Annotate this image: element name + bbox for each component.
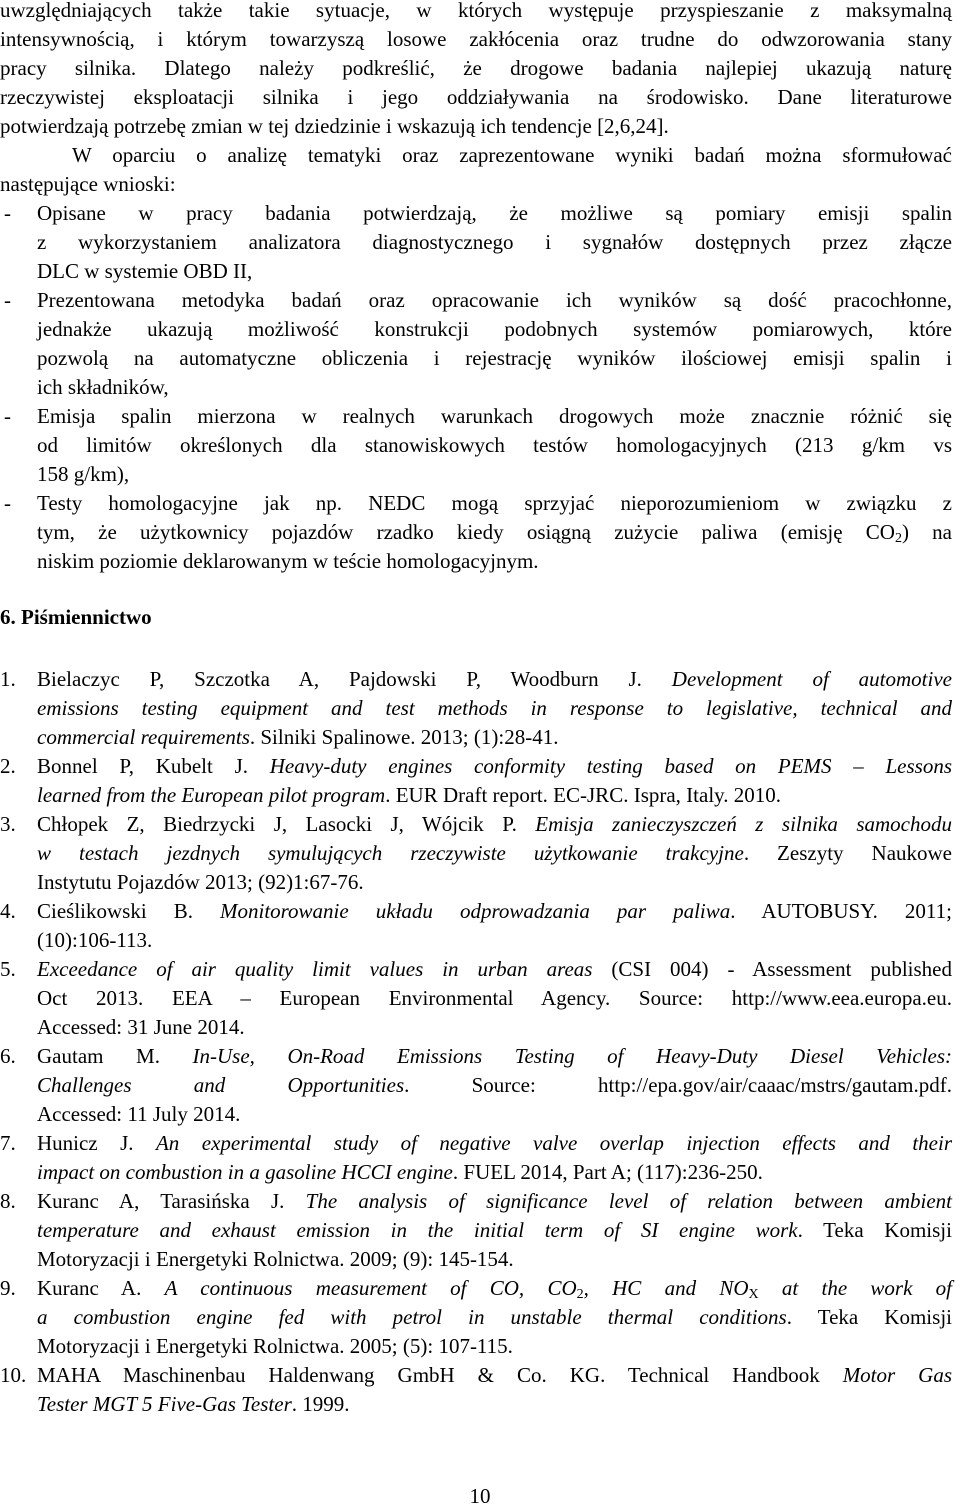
text-line [37, 1274, 952, 1303]
text-line [37, 1071, 952, 1100]
text-run: ) na [901, 520, 952, 544]
title-italic: commercial requirements [37, 725, 250, 749]
text-line [37, 1361, 952, 1390]
reference-number: 1. [0, 667, 16, 691]
text-line: Emisja spalin mierzona w realnych warunkach drogowych może znacznie różnić się [37, 404, 952, 428]
title-italic: Tester MGT 5 Five-Gas Tester [37, 1392, 292, 1416]
title-italic: An experimental study of negative valve overlap injection effects and their [155, 1131, 952, 1155]
reference-number: 10. [0, 1363, 27, 1387]
text-run: Bonnel P, Kubelt J. [37, 754, 270, 778]
title-italic: at the work of [758, 1276, 952, 1300]
text-line [37, 1158, 952, 1187]
text-line: potwierdzają potrzebę zmian w tej dziedzinie i wskazują ich tendencje [2,6,24]. [0, 114, 669, 138]
list-dash: - [4, 491, 11, 515]
text-line: następujące wnioski: [0, 172, 176, 196]
list-dash: - [4, 201, 11, 225]
text-run: Chłopek Z, Biedrzycki J, Lasocki J, Wójcik P. [37, 812, 536, 836]
text-line: Instytutu Pojazdów 2013; (92)1:67-76. [37, 870, 364, 894]
text-line: Prezentowana metodyka badań oraz opracowanie ich wyników są dość pracochłonne, [37, 288, 952, 312]
text-run: Kuranc A, Tarasińska J. [37, 1189, 306, 1213]
text-line [37, 1042, 952, 1071]
text-line: z wykorzystaniem analizatora diagnostycznego i sygnałów dostępnych przez złącze [37, 230, 952, 254]
reference-number: 3. [0, 812, 16, 836]
reference-number: 6. [0, 1044, 16, 1068]
subscript: X [748, 1287, 759, 1302]
text-run: (CSI 004) - Assessment published [592, 957, 953, 981]
text-run: Kuranc A. [37, 1276, 165, 1300]
text-run: . FUEL 2014, Part A; (117):236-250. [452, 1160, 763, 1184]
text-run: Hunicz J. [37, 1131, 156, 1155]
title-italic: Monitorowanie układu odprowadzania par paliwa [220, 899, 731, 923]
text-line [37, 1129, 952, 1158]
text-line: 158 g/km), [37, 462, 130, 486]
text-line: Testy homologacyjne jak np. NEDC mogą sprzyjać nieporozumieniom w związku z [37, 491, 952, 515]
text-line [37, 1390, 952, 1419]
title-italic: , HC and NO [583, 1276, 749, 1300]
text-line: (10):106-113. [37, 928, 153, 952]
subscript: 2 [894, 531, 902, 546]
text-line: ich składników, [37, 375, 169, 399]
text-line [37, 665, 952, 694]
subscript: 2 [576, 1287, 584, 1302]
reference-number: 7. [0, 1131, 16, 1155]
text-line: W oparciu o analizę tematyki oraz zaprezentowane wyniki badań można sformułować [72, 143, 952, 167]
text-line [37, 518, 952, 547]
text-run: . 1999. [291, 1392, 350, 1416]
text-run: . AUTOBUSY. 2011; [730, 899, 952, 923]
text-line: uwzględniających także takie sytuacje, w których występuje przyspieszanie z maksymalną [0, 0, 952, 22]
reference-number: 9. [0, 1276, 16, 1300]
text-run: MAHA Maschinenbau Haldenwang GmbH & Co. KG. Technical Handbook [37, 1363, 843, 1387]
text-run: . Zeszyty Naukowe [743, 841, 952, 865]
title-italic: Development of automotive [671, 667, 952, 691]
title-italic: Emisja zanieczyszczeń z silnika samochodu [535, 812, 952, 836]
reference-number: 8. [0, 1189, 16, 1213]
text-run: Cieślikowski B. [37, 899, 220, 923]
title-italic: a combustion engine fed with petrol in unstable thermal conditions [37, 1305, 787, 1329]
text-run: . Teka Komisji [797, 1218, 952, 1242]
text-line [37, 694, 952, 723]
text-line: niskim poziomie deklarowanym w teście homologacyjnym. [37, 549, 539, 573]
title-italic: Heavy-duty engines conformity testing based on PEMS – Lessons [269, 754, 952, 778]
text-line [37, 810, 952, 839]
text-line [37, 781, 952, 810]
reference-number: 5. [0, 957, 16, 981]
section-heading: 6. Piśmiennictwo [0, 605, 152, 629]
list-dash: - [4, 288, 11, 312]
text-line: Motoryzacji i Energetyki Rolnictwa. 2009; (9): 145-154. [37, 1247, 514, 1271]
title-italic: In-Use, On-Road Emissions Testing of Heavy-Duty Diesel Vehicles: [192, 1044, 952, 1068]
title-italic: emissions testing equipment and test methods in response to legislative, technical and [37, 696, 952, 720]
text-line: Opisane w pracy badania potwierdzają, że możliwe są pomiary emisji spalin [37, 201, 952, 225]
text-run: Gautam M. [37, 1044, 193, 1068]
text-line [37, 752, 952, 781]
text-run: . EUR Draft report. EC-JRC. Ispra, Italy. 2010. [385, 783, 782, 807]
text-line [37, 839, 952, 868]
title-italic: learned from the European pilot program [37, 783, 386, 807]
title-italic: Challenges and Opportunities [37, 1073, 405, 1097]
title-italic: impact on combustion in a gasoline HCCI engine [37, 1160, 453, 1184]
text-line: od limitów określonych dla stanowiskowych testów homologacyjnych (213 g/km vs [37, 433, 952, 457]
title-italic: Exceedance of air quality limit values in urban areas [37, 957, 593, 981]
text-run: . Silniki Spalinowe. 2013; (1):28-41. [249, 725, 559, 749]
text-line [37, 955, 952, 984]
text-run: tym, że użytkownicy pojazdów rzadko kiedy osiągną zużycie paliwa (emisję CO [37, 520, 895, 544]
list-dash: - [4, 404, 11, 428]
text-line: Oct 2013. EEA – European Environmental Agency. Source: http://www.eea.europa.eu. [37, 986, 952, 1010]
title-italic: w testach jezdnych symulujących rzeczywiste użytkowanie trakcyjne [37, 841, 744, 865]
text-run: Bielaczyc P, Szczotka A, Pajdowski P, Woodburn J. [37, 667, 672, 691]
text-line: jednakże ukazują możliwość konstrukcji podobnych systemów pomiarowych, które [37, 317, 952, 341]
text-line: pozwolą na automatyczne obliczenia i rejestrację wyników ilościowej emisji spalin i [37, 346, 952, 370]
title-italic: temperature and exhaust emission in the initial term of SI engine work [37, 1218, 798, 1242]
text-line [37, 897, 952, 926]
text-line: Accessed: 11 July 2014. [37, 1102, 241, 1126]
page-number: 10 [469, 1484, 491, 1508]
text-run: . Source: http://epa.gov/air/caaac/mstrs/gautam.pdf. [404, 1073, 952, 1097]
text-line: Motoryzacji i Energetyki Rolnictwa. 2005; (5): 107-115. [37, 1334, 513, 1358]
text-line: rzeczywistej eksploatacji silnika i jego oddziaływania na środowisko. Dane literaturowe [0, 85, 952, 109]
title-italic: Motor Gas [842, 1363, 953, 1387]
text-line: intensywnością, i którym towarzyszą losowe zakłócenia oraz trudne do odwzorowania stany [0, 27, 952, 51]
title-italic: The analysis of significance level of relation between ambient [305, 1189, 952, 1213]
text-line: DLC w systemie OBD II, [37, 259, 253, 283]
title-italic: A continuous measurement of CO, CO [164, 1276, 577, 1300]
text-line [37, 1216, 952, 1245]
text-line [37, 723, 952, 752]
reference-number: 2. [0, 754, 16, 778]
text-run: . Teka Komisji [786, 1305, 952, 1329]
text-line [37, 1187, 952, 1216]
text-line: Accessed: 31 June 2014. [37, 1015, 245, 1039]
text-line: pracy silnika. Dlatego należy podkreślić, że drogowe badania najlepiej ukazują naturę [0, 56, 952, 80]
text-line [37, 1303, 952, 1332]
reference-number: 4. [0, 899, 16, 923]
